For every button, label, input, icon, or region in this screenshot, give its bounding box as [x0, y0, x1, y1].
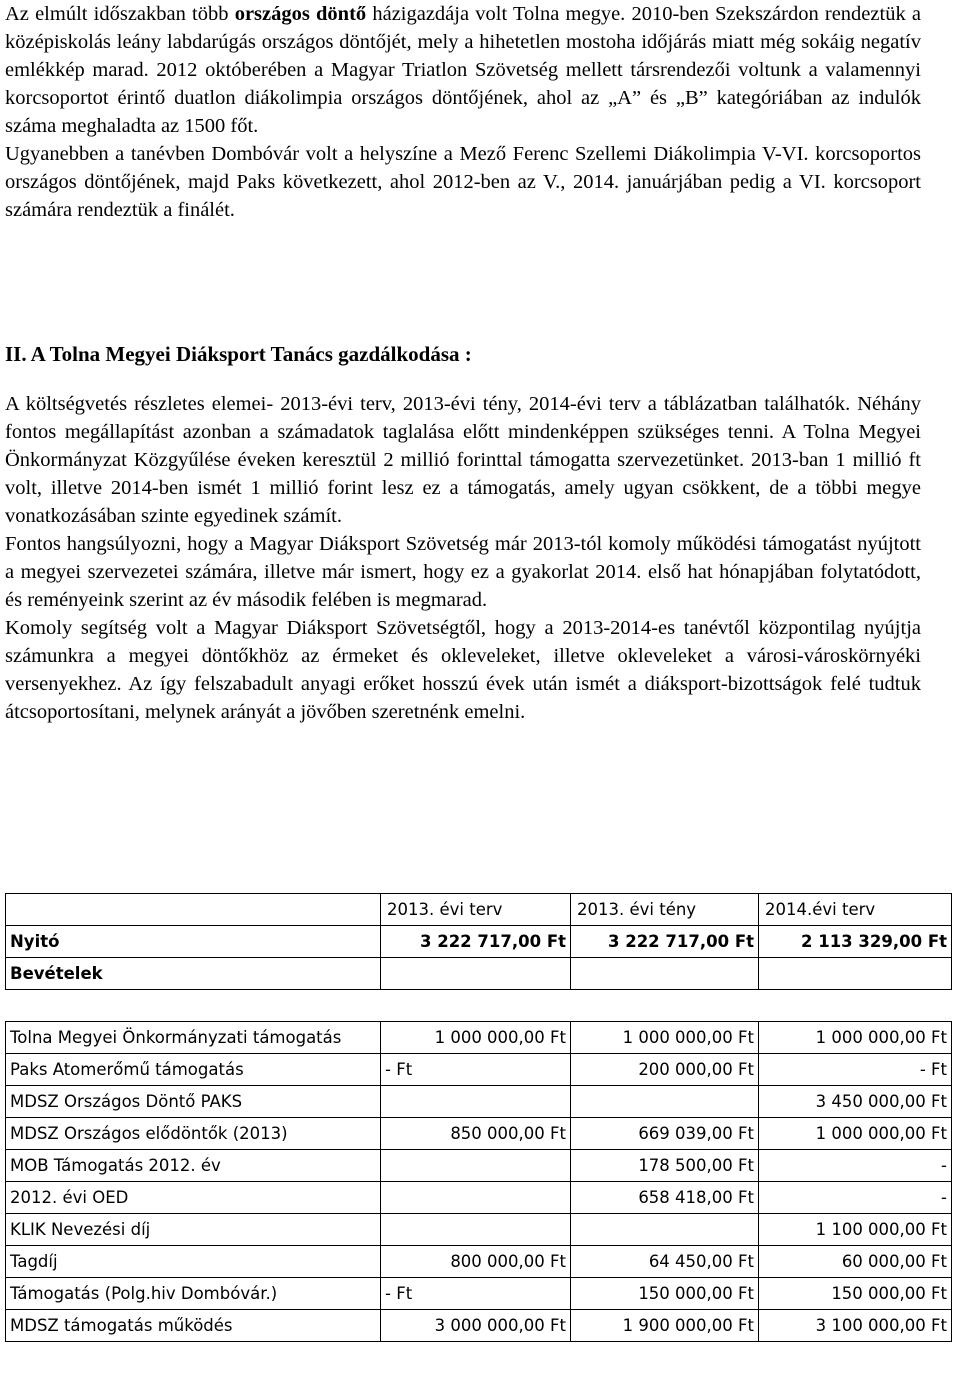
table-header-row — [6, 894, 952, 926]
row-2013-plan: - Ft — [381, 1278, 571, 1310]
header-2013-plan: 2013. évi terv — [381, 894, 571, 926]
row-2013-actual: 658 418,00 Ft — [571, 1182, 759, 1214]
spacer-cell — [571, 990, 759, 1022]
income-header-row — [6, 958, 952, 990]
row-2013-actual: 1 000 000,00 Ft — [571, 1022, 759, 1054]
row-label: 2012. évi OED — [6, 1182, 381, 1214]
row-2013-plan — [381, 1214, 571, 1246]
row-2013-actual: 150 000,00 Ft — [571, 1278, 759, 1310]
table-row — [6, 1022, 952, 1054]
row-2013-plan: 1 000 000,00 Ft — [381, 1022, 571, 1054]
row-label: KLIK Nevezési díj — [6, 1214, 381, 1246]
row-2013-plan — [381, 1086, 571, 1118]
header-2013-actual: 2013. évi tény — [571, 894, 759, 926]
row-2014-plan: 1 000 000,00 Ft — [759, 1022, 952, 1054]
row-2014-plan: 150 000,00 Ft — [759, 1278, 952, 1310]
intro-paragraph-1 — [5, 0, 921, 140]
row-2013-actual — [571, 1086, 759, 1118]
table-row — [6, 1182, 952, 1214]
intro-text-start: Az elmúlt időszakban több — [5, 3, 235, 25]
row-label: MOB Támogatás 2012. év — [6, 1150, 381, 1182]
row-2014-plan: - Ft — [759, 1054, 952, 1086]
opening-label: Nyitó — [6, 926, 381, 958]
row-2013-actual: 1 900 000,00 Ft — [571, 1310, 759, 1342]
table-row — [6, 1150, 952, 1182]
intro-bold-phrase: országos döntő — [234, 3, 367, 25]
budget-table — [5, 893, 952, 1342]
row-2014-plan: - — [759, 1150, 952, 1182]
opening-row — [6, 926, 952, 958]
income-cell-2 — [571, 958, 759, 990]
opening-2013-actual: 3 222 717,00 Ft — [571, 926, 759, 958]
income-cell-1 — [381, 958, 571, 990]
row-2013-actual: 669 039,00 Ft — [571, 1118, 759, 1150]
spacer-cell — [6, 990, 381, 1022]
budget-paragraph-2: Fontos hangsúlyozni, hogy a Magyar Diáksport Szövetség már 2013-tól komoly működési támogatást nyújtott a megyei szervezetei számára, illetve már ismert, hogy ez a gyakorlat 2014. első hat hónapjában folytatódott, és reményeink szerint az év második felében is megmarad. — [5, 533, 921, 611]
table-row — [6, 1054, 952, 1086]
row-2014-plan: 1 100 000,00 Ft — [759, 1214, 952, 1246]
row-2013-plan: 850 000,00 Ft — [381, 1118, 571, 1150]
table-row — [6, 1246, 952, 1278]
table-row — [6, 1118, 952, 1150]
row-label: Támogatás (Polg.hiv Dombóvár.) — [6, 1278, 381, 1310]
row-label: MDSZ Országos elődöntők (2013) — [6, 1118, 381, 1150]
intro-paragraph-2: Ugyanebben a tanévben Dombóvár volt a helyszíne a Mező Ferenc Szellemi Diákolimpia V-VI. korcsoportos országos döntőjének, majd Paks következett, ahol 2012-ben az V., 2014. januárjában pedig a VI. korcsoport számára rendeztük a finálét. — [5, 143, 921, 221]
row-label: MDSZ támogatás működés — [6, 1310, 381, 1342]
row-2013-plan — [381, 1182, 571, 1214]
intro-section — [5, 0, 921, 224]
income-label: Bevételek — [6, 958, 381, 990]
budget-paragraph-3: Komoly segítség volt a Magyar Diáksport Szövetségtől, hogy a 2013-2014-es tanévtől központilag nyújtja számunkra a megyei döntőkhöz az érmeket és okleveleket, illetve okleveleket a városi-városkörnyéki versenyekhez. Az így felszabadult anyagi erőket hosszú évek után ismét a diáksport-bizottságok felé tudtuk átcsoportosítani, melynek arányát a jövőben szeretnénk emelni. — [5, 617, 921, 723]
row-2013-actual: 64 450,00 Ft — [571, 1246, 759, 1278]
section-heading: II. A Tolna Megyei Diáksport Tanács gazdálkodása : — [5, 342, 472, 366]
table-row — [6, 1278, 952, 1310]
row-2014-plan: 60 000,00 Ft — [759, 1246, 952, 1278]
spacer-cell — [759, 990, 952, 1022]
row-2014-plan: 1 000 000,00 Ft — [759, 1118, 952, 1150]
opening-2014-plan: 2 113 329,00 Ft — [759, 926, 952, 958]
table-row — [6, 1310, 952, 1342]
intro-text-rest: házigazdája volt Tolna megye. 2010-ben Szekszárdon rendeztük a középiskolás leány labdarúgás országos döntőjét, mely a hihetetlen mostoha időjárás miatt még sokáig negatív emlékkép marad. 2012 októberében a Magyar Triatlon Szövetség mellett társrendezői voltunk a valamennyi korcsoportot érintő duatlon diákolimpia országos döntőjének, ahol az „A” és „B” kategóriában az indulók száma meghaladta az 1500 főt. — [5, 3, 921, 137]
row-2013-plan — [381, 1150, 571, 1182]
row-2013-plan: - Ft — [381, 1054, 571, 1086]
income-cell-3 — [759, 958, 952, 990]
row-label: Paks Atomerőmű támogatás — [6, 1054, 381, 1086]
header-corner-cell — [6, 894, 381, 926]
row-label: Tolna Megyei Önkormányzati támogatás — [6, 1022, 381, 1054]
opening-2013-plan: 3 222 717,00 Ft — [381, 926, 571, 958]
table-row — [6, 1214, 952, 1246]
row-2014-plan: 3 100 000,00 Ft — [759, 1310, 952, 1342]
row-2013-plan: 3 000 000,00 Ft — [381, 1310, 571, 1342]
row-2013-actual: 200 000,00 Ft — [571, 1054, 759, 1086]
row-2013-plan: 800 000,00 Ft — [381, 1246, 571, 1278]
row-2014-plan: - — [759, 1182, 952, 1214]
header-2014-plan: 2014.évi terv — [759, 894, 952, 926]
row-label: Tagdíj — [6, 1246, 381, 1278]
spacer-cell — [381, 990, 571, 1022]
budget-paragraph-1: A költségvetés részletes elemei- 2013-évi terv, 2013-évi tény, 2014-évi terv a táblázatban találhatók. Néhány fontos megállapítást azonban a számadatok taglalása előtt mindenképpen szükséges tenni. A Tolna Megyei Önkormányzat Közgyűlése éveken keresztül 2 millió forinttal támogatta szervezetünket. 2013-ban 1 millió ft volt, illetve 2014-ben ismét 1 millió forint lesz ez a támogatás, amely ugyan csökkent, de a többi megye vonatkozásában szinte egyedinek számít. — [5, 393, 921, 527]
row-2013-actual: 178 500,00 Ft — [571, 1150, 759, 1182]
row-label: MDSZ Országos Döntő PAKS — [6, 1086, 381, 1118]
spacer-row — [6, 990, 952, 1022]
row-2013-actual — [571, 1214, 759, 1246]
row-2014-plan: 3 450 000,00 Ft — [759, 1086, 952, 1118]
table-row — [6, 1086, 952, 1118]
budget-text-section — [5, 390, 921, 726]
